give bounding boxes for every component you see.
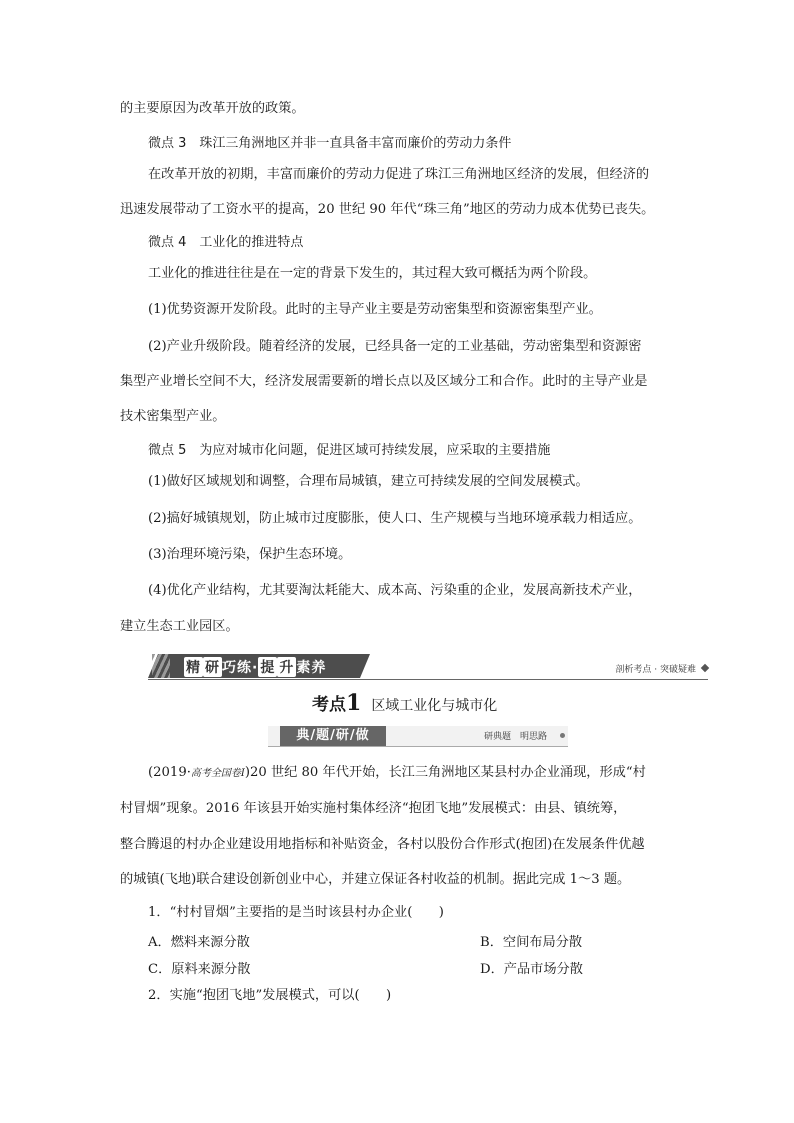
paragraph-line: (4)优化产业结构，尤其要淘汰耗能大、成本高、污染重的企业，发展高新技术产业，	[148, 583, 642, 598]
kaodian-number: 1	[346, 690, 362, 716]
banner-char: 研	[203, 657, 222, 677]
banner-rule	[148, 679, 708, 680]
paragraph-line: 的主要原因为改革开放的政策。	[120, 101, 305, 116]
paragraph-line: 在改革开放的初期，丰富而廉价的劳动力促进了珠江三角洲地区经济的发展，但经济的	[148, 167, 650, 182]
paragraph-line: 集型产业增长空间不大，经济发展需要新的增长点以及区域分工和合作。此时的主导产业是	[120, 374, 648, 389]
banner-text-segment: 巧练	[222, 660, 252, 676]
option-b[interactable]: B．空间布局分散	[480, 935, 583, 950]
diamond-icon	[701, 664, 709, 672]
dianti-banner	[268, 726, 568, 748]
section-banner	[148, 652, 708, 682]
paragraph-line: (2)搞好城镇规划，防止城市过度膨胀，使人口、生产规模与当地环境承载力相适应。	[148, 511, 642, 526]
question-stem-text: )20 世纪 80 年代开始，长江三角洲地区某县村办企业涌现，形成“村	[244, 765, 646, 780]
paragraph-line: (1)优势资源开发阶段。此时的主导产业主要是劳动密集型和资源密集型产业。	[148, 302, 602, 317]
banner-char: 精	[184, 657, 203, 677]
question-1: 1．“村村冒烟”主要指的是当时该县村办企业( )	[148, 905, 444, 920]
paragraph-line: 迅速发展带动了工资水平的提高，20 世纪 90 年代“珠三角”地区的劳动力成本优势已丧失。	[120, 202, 655, 217]
paragraph-line: 建立生态工业园区。	[120, 619, 239, 634]
dianti-subtitle: 研典题 明思路	[484, 732, 548, 742]
paragraph-line: (2)产业升级阶段。随着经济的发展，已经具备一定的工业基础，劳动密集型和资源密	[148, 339, 642, 354]
option-d[interactable]: D．产品市场分散	[480, 962, 583, 977]
subsection-heading-3: 微点 3 珠江三角洲地区并非一直具备丰富而廉价的劳动力条件	[148, 136, 512, 151]
option-c[interactable]: C．原料来源分散	[148, 962, 251, 977]
question-stem-line	[148, 763, 646, 784]
paragraph-line: (1)做好区域规划和调整，合理布局城镇，建立可持续发展的空间发展模式。	[148, 474, 589, 489]
banner-stripe-decoration	[152, 654, 170, 678]
banner-title	[184, 657, 326, 677]
paragraph-line: 工业化的推进往往是在一定的背景下发生的，其过程大致可概括为两个阶段。	[148, 266, 597, 281]
banner-char: 升	[277, 657, 296, 677]
question-stem-line: 村冒烟”现象。2016 年该县开始实施村集体经济“抱团飞地”发展模式：由县、镇统筹，	[120, 801, 627, 816]
question-stem-line: 的城镇(飞地)联合建设创新创业中心，并建立保证各村收益的机制。据此完成 1～3 题。	[120, 872, 631, 887]
question-2: 2．实施“抱团飞地”发展模式，可以( )	[148, 988, 392, 1003]
dot-icon	[560, 733, 565, 738]
kaodian-label: 考点	[312, 695, 346, 715]
banner-text-segment: 素养	[296, 660, 327, 676]
paragraph-line: (3)治理环境污染，保护生态环境。	[148, 547, 352, 562]
option-a[interactable]: A．燃料来源分散	[148, 935, 250, 950]
subsection-heading-5: 微点 5 为应对城市化问题，促进区域可持续发展，应采取的主要措施	[148, 443, 551, 458]
question-source: 高考全国卷Ⅰ	[190, 768, 245, 779]
kaodian-title: 区域工业化与城市化	[371, 698, 498, 714]
dianti-label: 典/题/研/做	[280, 726, 386, 746]
dianti-underline	[268, 746, 568, 747]
question-stem-line: 整合腾退的村办企业建设用地指标和补贴资金，各村以股份合作形式(抱团)在发展条件优越	[120, 837, 645, 852]
question-source-open: (2019·	[148, 765, 191, 780]
paragraph-line: 技术密集型产业。	[120, 409, 226, 424]
banner-dot: ·	[252, 660, 259, 676]
banner-char: 提	[258, 657, 277, 677]
subsection-heading-4: 微点 4 工业化的推进特点	[148, 235, 304, 250]
kaodian-heading	[312, 690, 497, 716]
banner-subtitle: 剖析考点 · 突破疑难	[615, 665, 696, 675]
